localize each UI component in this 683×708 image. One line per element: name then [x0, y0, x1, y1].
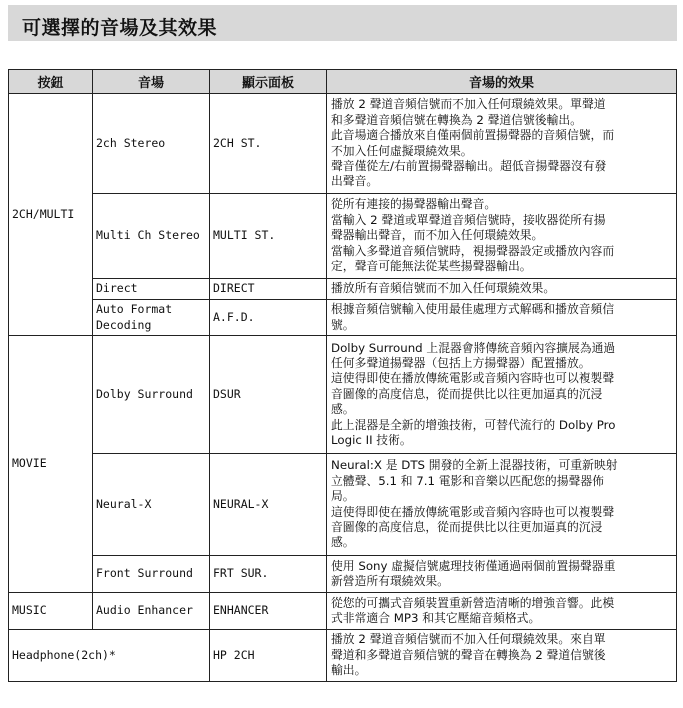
effect-line: 式非常適合 MP3 和其它壓縮音頻格式。 [331, 611, 541, 625]
effect-cell [327, 300, 677, 336]
effect-cell [327, 336, 677, 454]
effect-line: 聲器輸出聲音，而不加入任何環繞效果。 [331, 228, 544, 243]
display-cell: 2CH ST. [210, 94, 327, 194]
sound-field-table [8, 69, 677, 682]
effect-cell [327, 94, 677, 194]
effect-line: 任何多聲道揚聲器（包括上方揚聲器）配置播放。 [331, 355, 591, 370]
effect-cell [327, 593, 677, 630]
title-bar [8, 5, 677, 41]
table-row [9, 194, 677, 279]
header-effect: 音場的效果 [327, 70, 677, 94]
button-cell: Headphone(2ch)* [9, 630, 210, 682]
effect-line: 新營造所有環繞效果。 [331, 574, 449, 588]
effect-line: 這使得即使在播放傳統電影或音頻內容時也可以複製聲 [331, 504, 615, 519]
effect-line: 此音場適合播放來自僅兩個前置揚聲器的音頻信號，而 [331, 128, 615, 143]
display-cell: A.F.D. [210, 300, 327, 336]
effect-line: 感。 [331, 402, 355, 417]
effect-cell [327, 630, 677, 682]
effect-line: 號。 [331, 317, 355, 332]
effect-line: Dolby Surround 上混器會將傳統音頻內容擴展為通過 [331, 340, 616, 355]
effect-line: 從所有連接的揚聲器輸出聲音。 [331, 197, 497, 212]
effect-cell [327, 279, 677, 300]
sound-field-cell: Neural-X [93, 454, 210, 556]
effect-line: 使用 Sony 虛擬信號處理技術僅通過兩個前置揚聲器重 [331, 558, 616, 573]
table-row [9, 454, 677, 556]
header-sound-field: 音場 [93, 70, 210, 94]
header-button: 按鈕 [9, 70, 93, 94]
button-cell: 2CH/MULTI [9, 94, 93, 336]
effect-line: 播放所有音頻信號而不加入任何環繞效果。 [331, 281, 556, 296]
effect-line: 定，聲音可能無法從某些揚聲器輸出。 [331, 259, 532, 274]
sound-field-cell: Front Surround [93, 556, 210, 593]
effect-line: Logic II 技術。 [331, 433, 412, 448]
effect-line: 根據音頻信號輸入使用最佳處理方式解碼和播放音頻信 [331, 302, 615, 317]
effect-cell [327, 194, 677, 279]
display-cell: ENHANCER [210, 593, 327, 630]
display-cell: DSUR [210, 336, 327, 454]
effect-line: 當輸入 2 聲道或單聲道音頻信號時，接收器從所有揚 [331, 212, 606, 227]
effect-line: 不加入任何虛擬環繞效果。 [331, 143, 473, 158]
sound-field-cell: Direct [93, 279, 210, 300]
effect-line: 立體聲、5.1 和 7.1 電影和音樂以匹配您的揚聲器佈 [331, 473, 604, 488]
table-header-row [9, 70, 677, 94]
sound-field-cell: Multi Ch Stereo [93, 194, 210, 279]
sound-field-cell: Audio Enhancer [93, 593, 210, 630]
effect-line: 這使得即使在播放傳統電影或音頻內容時也可以複製聲 [331, 371, 615, 386]
sound-field-cell: 2ch Stereo [93, 94, 210, 194]
effect-line: 出聲音。 [331, 174, 379, 189]
sound-field-cell: Auto Format Decoding [93, 300, 210, 336]
table-row [9, 630, 677, 682]
display-cell: MULTI ST. [210, 194, 327, 279]
header-display-panel: 顯示面板 [210, 70, 327, 94]
display-cell: NEURAL-X [210, 454, 327, 556]
page-title: 可選擇的音場及其效果 [22, 17, 218, 39]
effect-line: 當輸入多聲道音頻信號時，視揚聲器設定或播放內容而 [331, 243, 615, 258]
effect-line: 音圖像的高度信息，從而提供比以往更加逼真的沉浸 [331, 386, 603, 401]
effect-line: 播放 2 聲道音頻信號而不加入任何環繞效果。單聲道 [331, 97, 606, 112]
effect-line: 局。 [331, 489, 355, 504]
effect-cell [327, 454, 677, 556]
effect-line: 聲音僅從左/右前置揚聲器輸出。超低音揚聲器沒有發 [331, 158, 607, 173]
effect-line: 感。 [331, 535, 355, 550]
sound-field-cell: Dolby Surround [93, 336, 210, 454]
effect-line: 此上混器是全新的增強技術，可替代流行的 Dolby Pro [331, 417, 616, 432]
table-row [9, 593, 677, 630]
display-cell: FRT SUR. [210, 556, 327, 593]
effect-line: 聲道和多聲道音頻信號的聲音在轉換為 2 聲道信號後 [331, 647, 606, 662]
display-cell: HP 2CH [210, 630, 327, 682]
effect-line: Neural:X 是 DTS 開發的全新上混器技術，可重新映射 [331, 458, 618, 473]
button-cell: MUSIC [9, 593, 93, 630]
table-row [9, 300, 677, 336]
display-cell: DIRECT [210, 279, 327, 300]
effect-line: 從您的可攜式音頻裝置重新營造清晰的增強音響。此模 [331, 595, 615, 610]
table-row [9, 279, 677, 300]
table-row [9, 94, 677, 194]
button-cell: MOVIE [9, 336, 93, 593]
effect-line: 音圖像的高度信息，從而提供比以往更加逼真的沉浸 [331, 519, 603, 534]
effect-cell [327, 556, 677, 593]
table-row [9, 336, 677, 454]
table-row [9, 556, 677, 593]
effect-line: 輸出。 [331, 663, 367, 678]
effect-line: 播放 2 聲道音頻信號而不加入任何環繞效果。來自單 [331, 632, 606, 647]
effect-line: 和多聲道音頻信號在轉換為 2 聲道信號後輸出。 [331, 112, 582, 127]
